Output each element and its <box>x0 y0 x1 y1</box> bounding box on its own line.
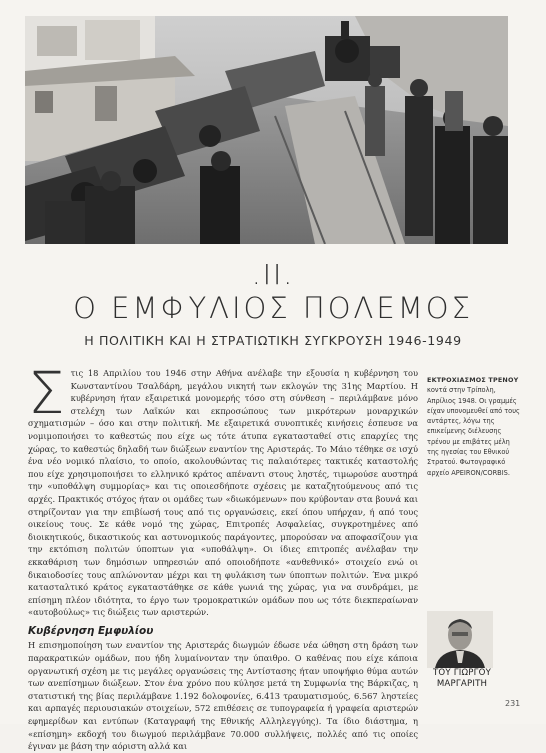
chapter-number: .II. <box>251 258 295 291</box>
chapter-subtitle: Η ΠΟΛΙΤΙΚΗ ΚΑΙ Η ΣΤΡΑΤΙΩΤΙΚΗ ΣΥΓΚΡΟΥΣΗ 1946-1949 <box>84 333 462 348</box>
paragraph-2: Η επισημοποίηση των εναντίον της Αριστεράς διωγμών έδωσε νέα ώθηση στη δράση των παρακρατικών ομάδων, που ήδη λυμαίνονταν την ύπαιθρο. Ο καθένας που είχε κάποια οργανωτική σχέση με τις μεγάλες οργανώσεις της Αντίστασης ήταν υποψήφιο θύμα αυτών των ανεπίσημων διώξεων. Στον ένα χρόνο που κύλησε μετά τη Συμφωνία της Βάρκιζας, η στατιστική της βίας περιλάμβανε 1.192 δολοφονίες, 6.413 τραυματισμούς, 6.567 ληστείες και αρπαγές περιουσιακών στοιχείων, 572 επιθέσεις σε τυπογραφεία ή γραφεία αριστερών εφημερίδων και εντύπων (Καταγραφή της Εθνικής Αλληλεγγύης). Τα ίδιο διάστημα, η «επίσημη» εκδοχή του διωγμού περιλάμβανε 70.000 συλλήψεις, πολλές από τις οποίες έγιναν με βάση την αόριστη αλλά και <box>28 640 418 752</box>
caption-title: ΕΚΤΡΟΧΙΑΣΜΟΣ ΤΡΕΝΟΥ <box>427 376 519 384</box>
section-heading: Κυβέρνηση Εμφυλίου <box>28 624 154 637</box>
drop-cap: Σ <box>28 359 65 427</box>
author-line-1: ΤΟΥ ΓΙΩΡΓΟΥ <box>432 668 492 678</box>
train-derailment-photo <box>25 16 508 244</box>
caption-text: κοντά στην Τρίπολη, Απρίλιος 1948. Οι γραμμές είχαν υπονομευθεί από τους αντάρτες, λόγω της επικείμενης διέλευσης τρένου με επιβάτες μέλη της ηγεσίας του Εθνικού Στρατού. Φωτογραφικό αρχείο APEIRON/CORBIS. <box>427 386 520 477</box>
author-byline <box>424 668 500 690</box>
page-number: 231 <box>505 699 521 708</box>
author-line-2: ΜΑΡΓΑΡΙΤΗ <box>436 679 488 689</box>
photo-caption <box>427 375 523 478</box>
paragraph-1-text: τις 18 Απριλίου του 1946 στην Αθήνα ανέλαβε την εξουσία η κυβέρνηση του Κωνσταντίνου Τσαλδάρη, μεγάλου νικητή των εκλογών της 31ης Μαρτίου. Η κυβέρνηση ήταν εξαιρετικά μονομερής τόσο στη σύνθεση – περιλάμβανε μόνο στελέχη των Λαϊκών και εκπροσώπους των μικρότερων μοναρχικών σχηματισμών – όσο και στην πολιτική. Με εξαιρετικά συνοπτικές κινήσεις έσπευσε να νομιμοποιήσει το καθεστώς που είχε ως τότε άτυπα εγκατασταθεί στις επαρχίες της χώρας, το καθεστώς δηλαδή των διώξεων εναντίον της Αριστεράς. Το Μάιο τέθηκε σε ισχύ ένα νέο νομικό πλαίσιο, το οποίο, ακολουθώντας τις παλαιότερες τακτικές καταστολής που είχε χρησιμοποιήσει το ελληνικό κράτος απέναντι στους ληστές, τιμωρούσε αυστηρά την «υποθάλψη συμμορίας» και τις οποιεσδήποτε σχέσεις με καταζητούμενους από τις αρχές. Πρακτικός στόχος ήταν οι ομάδες των «διωκόμενων» που κρύβονταν στα βουνά και στηρίζονταν για την επιβίωσή τους από τις οργανώσεις, εκεί όπου υπήρχαν, ή από τους οικείους τους. Σε κάθε νομό της χώρας, Επιτροπές Ασφαλείας, συγκροτημένες από διοικητικούς, δικαστικούς και αστυνομικούς παράγοντες, μπορούσαν να αποφασίζουν για την εκτόπιση πολιτών ύποπτων για «υποθάλψη». Οι ίδιες επιτροπές ανέλαβαν την εκκαθάριση των δημόσιων υπηρεσιών από οποιοδήποτε «ανθεθνικό» στοιχείο ενώ οι δικαιοδοσίες τους απλώνονταν μέχρι και τη φυλάκιση των ύποπτων πολιτών. Ένα μικρό κατασταλτικό κράτος εγκαταστάθηκε σε κάθε γωνιά της χώρας, για να συνδράμει, με επίσημη πλέον ιδιότητα, το έργο των τρομοκρατικών ομάδων που ως τότε διεκπεραίωναν «αυτοβούλως» τις διώξεις των αριστερών. <box>28 368 418 618</box>
chapter-title: Ο ΕΜΦΥΛΙΟΣ ΠΟΛΕΜΟΣ <box>73 291 473 325</box>
intro-paragraph <box>28 359 418 619</box>
article-body <box>28 359 418 753</box>
author-portrait <box>427 611 493 668</box>
